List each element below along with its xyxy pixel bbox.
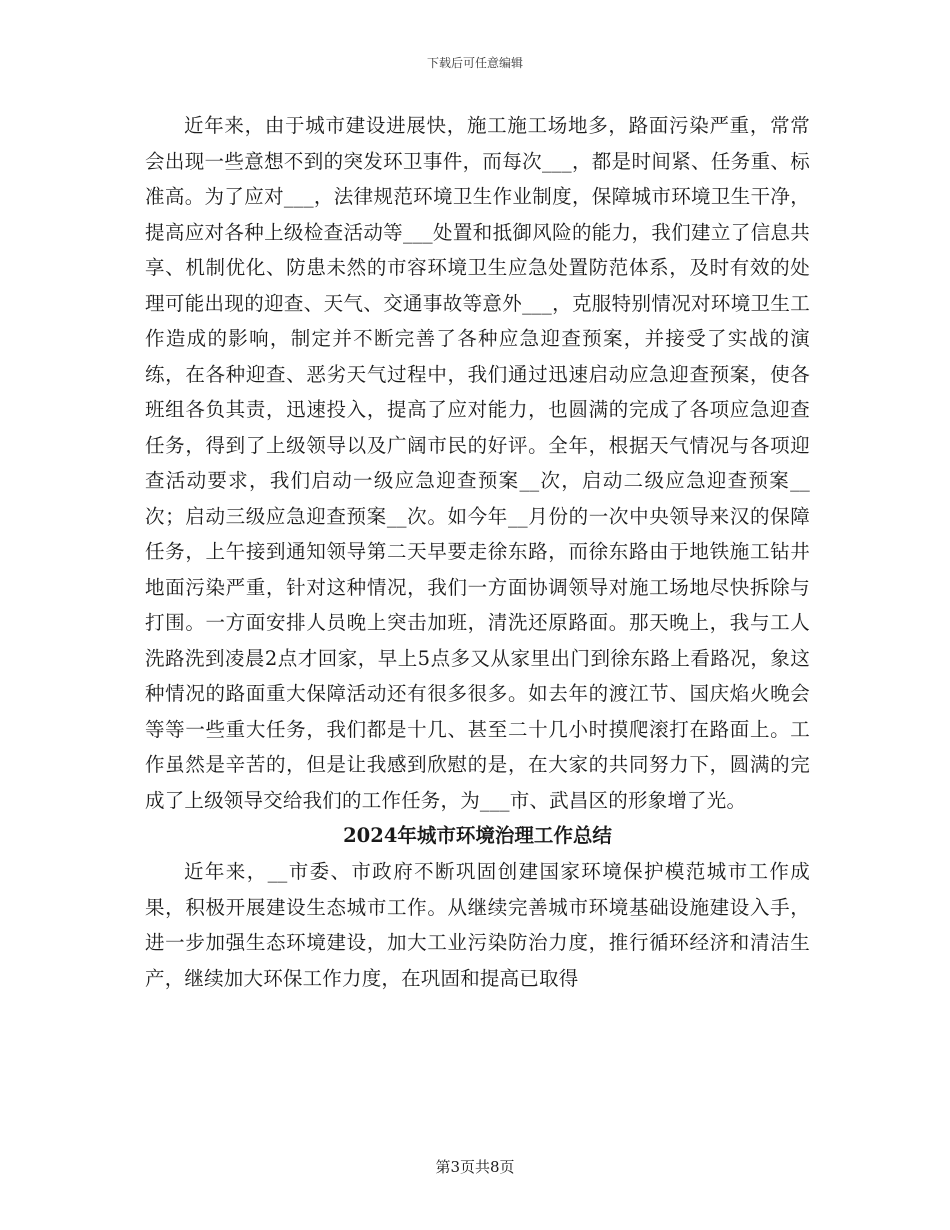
page-number-footer: 第3页共8页 (435, 1158, 515, 1176)
body-paragraph-2: 近年来，__市委、市政府不断巩固创建国家环境保护模范城市工作成果，积极开展建设生态城市工作。从继续完善城市环境基础设施建设入手，进一步加强生态环境建设，加大工业污染防治力度，推行循环经济和清洁生产，继续加大环保工作力度，在巩固和提高已取得 (145, 860, 810, 990)
body-paragraph-1: 近年来，由于城市建设进展快，施工施工场地多，路面污染严重，常常会出现一些意想不到的突发环卫事件，而每次___，都是时间紧、任务重、标准高。为了应对___，法律规范环境卫生作业制度，保障城市环境卫生干净，提高应对各种上级检查活动等___处置和抵御风险的能力，我们建立了信息共享、机制优化、防患未然的市容环境卫生应急处置防范体系，及时有效的处理可能出现的迎查、天气、交通事故等意外___，克服特别情况对环境卫生工作造成的影响，制定并不断完善了各种应急迎查预案，并接受了实战的演练，在各种迎查、恶劣天气过程中，我们通过迅速启动应急迎查预案，使各班组各负其责，迅速投入，提高了应对能力，也圆满的完成了各项应急迎查任务，得到了上级领导以及广阔市民的好评。全年，根据天气情况与各项迎查活动要求，我们启动一级应急迎查预案__次，启动二级应急迎查预案__次；启动三级应急迎查预案__次。如今年__月份的一次中央领导来汉的保障任务，上午接到通知领导第二天早要走徐东路，而徐东路由于地铁施工钻井地面污染严重，针对这种情况，我们一方面协调领导对施工场地尽快拆除与打围。一方面安排人员晚上突击加班，清洗还原路面。那天晚上，我与工人洗路洗到凌晨2点才回家，早上5点多又从家里出门到徐东路上看路况，象这种情况的路面重大保障活动还有很多很多。如去年的渡江节、国庆焰火晚会等等一些重大任务，我们都是十几、甚至二十几小时摸爬滚打在路面上。工作虽然是辛苦的，但是让我感到欣慰的是，在大家的共同努力下，圆满的完成了上级领导交给我们的工作任务，为___市、武昌区的形象增了光。 (145, 114, 810, 812)
document-body (145, 108, 810, 996)
section-title: 2024年城市环境治理工作总结 (343, 824, 612, 847)
page-header-note: 下载后可任意编辑 (426, 56, 523, 70)
